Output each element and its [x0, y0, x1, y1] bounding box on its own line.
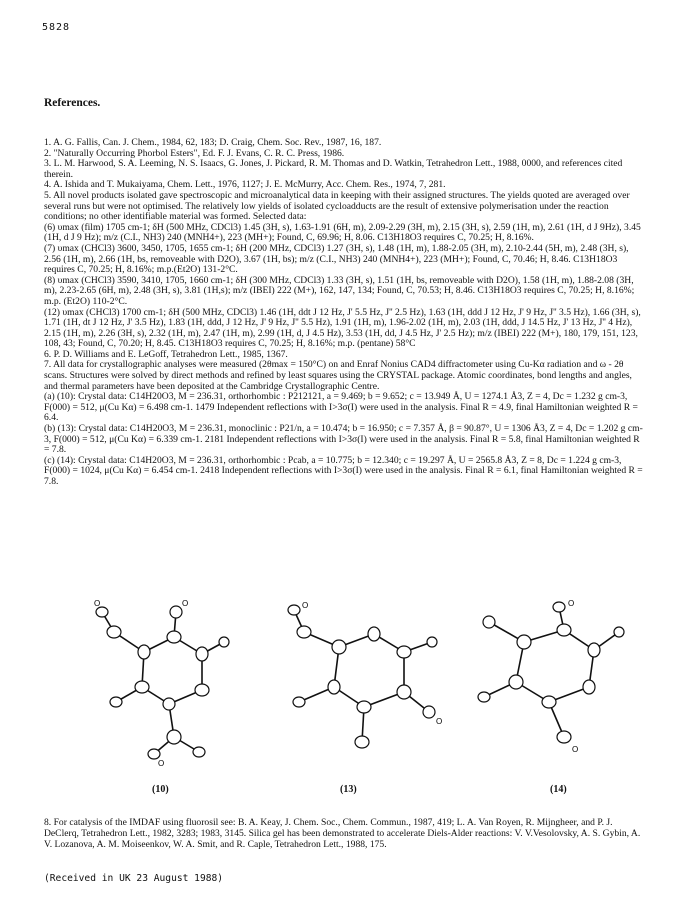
oxygen-label: O	[94, 599, 101, 608]
reference-3: 3. L. M. Harwood, S. A. Leeming, N. S. Isaacs, G. Jones, J. Pickard, R. M. Thomas and D. Watkin, Tetrahedron Lett., 1988, 0000, and references cited therein.	[44, 158, 623, 180]
oxygen-label: O	[572, 745, 579, 754]
page-number: 5828	[42, 22, 71, 33]
crystal-data-a: (a) (10): Crystal data: C14H20O3, M = 236.31, orthorhombic : P212121, a = 9.469; b = 9.652; c = 13.949 Å, U = 1274.1 Å3, Z = 4, Dc = 1.232 g cm-3, F(000) = 512, μ(Cu Kα) = 6.498 cm-1. 1479 Independent reflections with I>3σ(I) were used in the analysis. Final R = 4.9, final Hamiltonian weighted R = 6.4.	[44, 391, 638, 424]
reference-2: 2. "Naturally Occurring Phorbol Esters", Ed. F. J. Evans, C. R. C. Press, 1986.	[44, 147, 345, 159]
ortep-13-svg	[264, 592, 454, 772]
compound-12-data: (12) υmax (CHCl3) 1700 cm-1; δH (500 MHz, CDCl3) 1.46 (1H, ddt J 12 Hz, J' 5.5 Hz, J'' 2.5 Hz), 1.63 (1H, ddd J 12 Hz, J' 9 Hz, J'' 3.5 Hz), 1.66 (3H, s), 1.71 (1H, dt J 12 Hz, J' 3.5 Hz), 1.83 (1H, ddd, J 12 Hz, J' 9 Hz, J'' 5.5 Hz), 1.91 (1H, m), 1.96-2.02 (1H, m), 2.03 (1H, ddd, J 14.5 Hz, J' 13 Hz, J'' 4 Hz), 2.15 (1H, m), 2.26 (3H, s), 2.32 (1H, m), 2.47 (1H, m), 2.99 (1H, d, J 4.5 Hz), 3.53 (1H, dd, J 4.5 Hz, J' 2.5 Hz); m/z (IBEI) 222 (M+), 180, 179, 151, 123, 108, 43; Found, C, 70.20; H, 8.45. C13H18O3 requires C, 70.25; H, 8.16%; m.p. (pentane) 58°C	[44, 306, 641, 350]
reference-7: 7. All data for crystallographic analyses were measured (2θmax = 150°C) on and Enraf Nonius CAD4 diffractometer using Cu-Kα radiation and ω - 2θ scans. Structures were solved by direct methods and refined by least squares using the CRYSTAL package. Atomic coordinates, bond lengths and angles, and thermal parameters have been deposited at the Cambridge Crystallographic Centre.	[44, 359, 632, 392]
figure-label-14: (14)	[550, 784, 567, 795]
crystal-structures-figure	[44, 592, 644, 802]
structure-14-drawing	[454, 592, 634, 772]
reference-8: 8. For catalysis of the IMDAF using fluorosil see: B. A. Keay, J. Chem. Soc., Chem. Commun., 1987, 419; L. A. Van Royen, R. Mijngheer, and P. J. DeClerq, Tetrahedron Lett., 1982, 3283; 1983, 3145. Silica gel has been demonstrated to accelerate Diels-Alder reactions: V. V.Vesolovsky, A. S. Gybin, A. V. Lozanova, A. M. Moiseenkov, W. A. Smit, and R. Caple, Tetrahedron Lett., 1988, 175.	[44, 817, 641, 850]
crystal-data-b: (b) (13): Crystal data: C14H20O3, M = 236.31, monoclinic : P21/n, a = 10.474; b = 16.950; c = 7.357 Å, β = 90.87°, U = 1306 Å3, Z = 4, Dc = 1.202 g cm-3, F(000) = 512, μ(Cu Kα) = 6.339 cm-1. 2181 Independent reflections with I>3σ(I) were used in the analysis. Final R = 5.8, final Hamiltonian weighted R = 7.8.	[44, 423, 643, 456]
oxygen-label: O	[436, 717, 443, 726]
reference-4: 4. A. Ishida and T. Mukaiyama, Chem. Lett., 1976, 1127; J. E. McMurry, Acc. Chem. Res., 1974, 7, 281.	[44, 179, 446, 191]
reference-1: 1. A. G. Fallis, Can. J. Chem., 1984, 62, 183; D. Craig, Chem. Soc. Rev., 1987, 16, 187.	[44, 137, 382, 148]
compound-6-data: (6) υmax (film) 1705 cm-1; δH (500 MHz, CDCl3) 1.45 (3H, s), 1.63-1.91 (6H, m), 2.09-2.29 (3H, m), 2.15 (3H, s), 2.59 (1H, m), 2.61 (1H, d J 9Hz), 3.45 (1H, d J 9 Hz); m/z (C.I., NH3) 240 (MNH4+), 223 (MH+); Found, C, 69.96; H, 8.06. C13H18O3 requires C, 70.25; H, 8.16%.	[44, 221, 641, 244]
structure-10-drawing	[74, 592, 254, 772]
references-list	[44, 138, 644, 488]
compound-7-data: (7) υmax (CHCl3) 3600, 3450, 1705, 1655 cm-1; δH (200 MHz, CDCl3) 1.27 (3H, s), 1.48 (1H, m), 1.88-2.05 (3H, m), 2.10-2.44 (5H, m), 2.48 (3H, s), 2.56 (1H, m), 2.66 (1H, bs, removeable with D2O), 3.67 (1H, bs); m/z (C.I., NH3) 240 (MNH4+), 223 (MH+); Found, C, 70.46; H, 8.46. C13H18O3 requires C, 70.25; H, 8.16%; m.p.(Et2O) 131-2°C.	[44, 242, 629, 276]
compound-8-data: (8) υmax (CHCl3) 3590, 3410, 1705, 1660 cm-1; δH (300 MHz, CDCl3) 1.33 (3H, s), 1.51 (1H, bs, removeable with D2O), 1.58 (1H, m), 1.88-2.08 (3H, m), 2.23-2.65 (6H, m), 2.48 (3H, s), 3.81 (1H,s); m/z (IBEI) 222 (M+), 162, 147, 134; Found, C, 70.53; H, 8.46. C13H18O3 requires C, 70.25; H, 8.16%; m.p. (Et2O) 110-2°C.	[44, 274, 635, 307]
oxygen-label: O	[182, 599, 189, 608]
reference-5: 5. All novel products isolated gave spectroscopic and microanalytical data in keeping with their assigned structures. The yields quoted are averaged over several runs but were not optimised. The relatively low yields of isolated cycloadducts are the result of extensive polymerisation under the reaction conditions; no other identifiable material was formed. Selected data:	[44, 189, 630, 223]
structure-13-drawing	[264, 592, 454, 772]
received-date: (Received in UK 23 August 1988)	[44, 873, 224, 884]
figure-label-10: (10)	[152, 784, 169, 795]
oxygen-label: O	[302, 601, 309, 610]
oxygen-label: O	[568, 599, 575, 608]
reference-6: 6. P. D. Williams and E. LeGoff, Tetrahedron Lett., 1985, 1367.	[44, 348, 288, 360]
figure-label-13: (13)	[340, 784, 357, 795]
ortep-10-svg	[74, 592, 254, 772]
oxygen-label: O	[158, 759, 165, 768]
references-heading: References.	[44, 97, 101, 109]
crystal-data-c: (c) (14): Crystal data: C14H20O3, M = 236.31, orthorhombic : Pcab, a = 10.775; b = 12.340; c = 19.297 Å, U = 2565.8 Å3, Z = 8, Dc = 1.224 g cm-3, F(000) = 1024, μ(Cu Kα) = 6.454 cm-1. 2418 Independent reflections with I>3σ(I) were used in the analysis. Final R = 6.1, final Hamiltonian weighted R = 7.8.	[44, 454, 643, 487]
ortep-14-svg	[454, 592, 634, 772]
